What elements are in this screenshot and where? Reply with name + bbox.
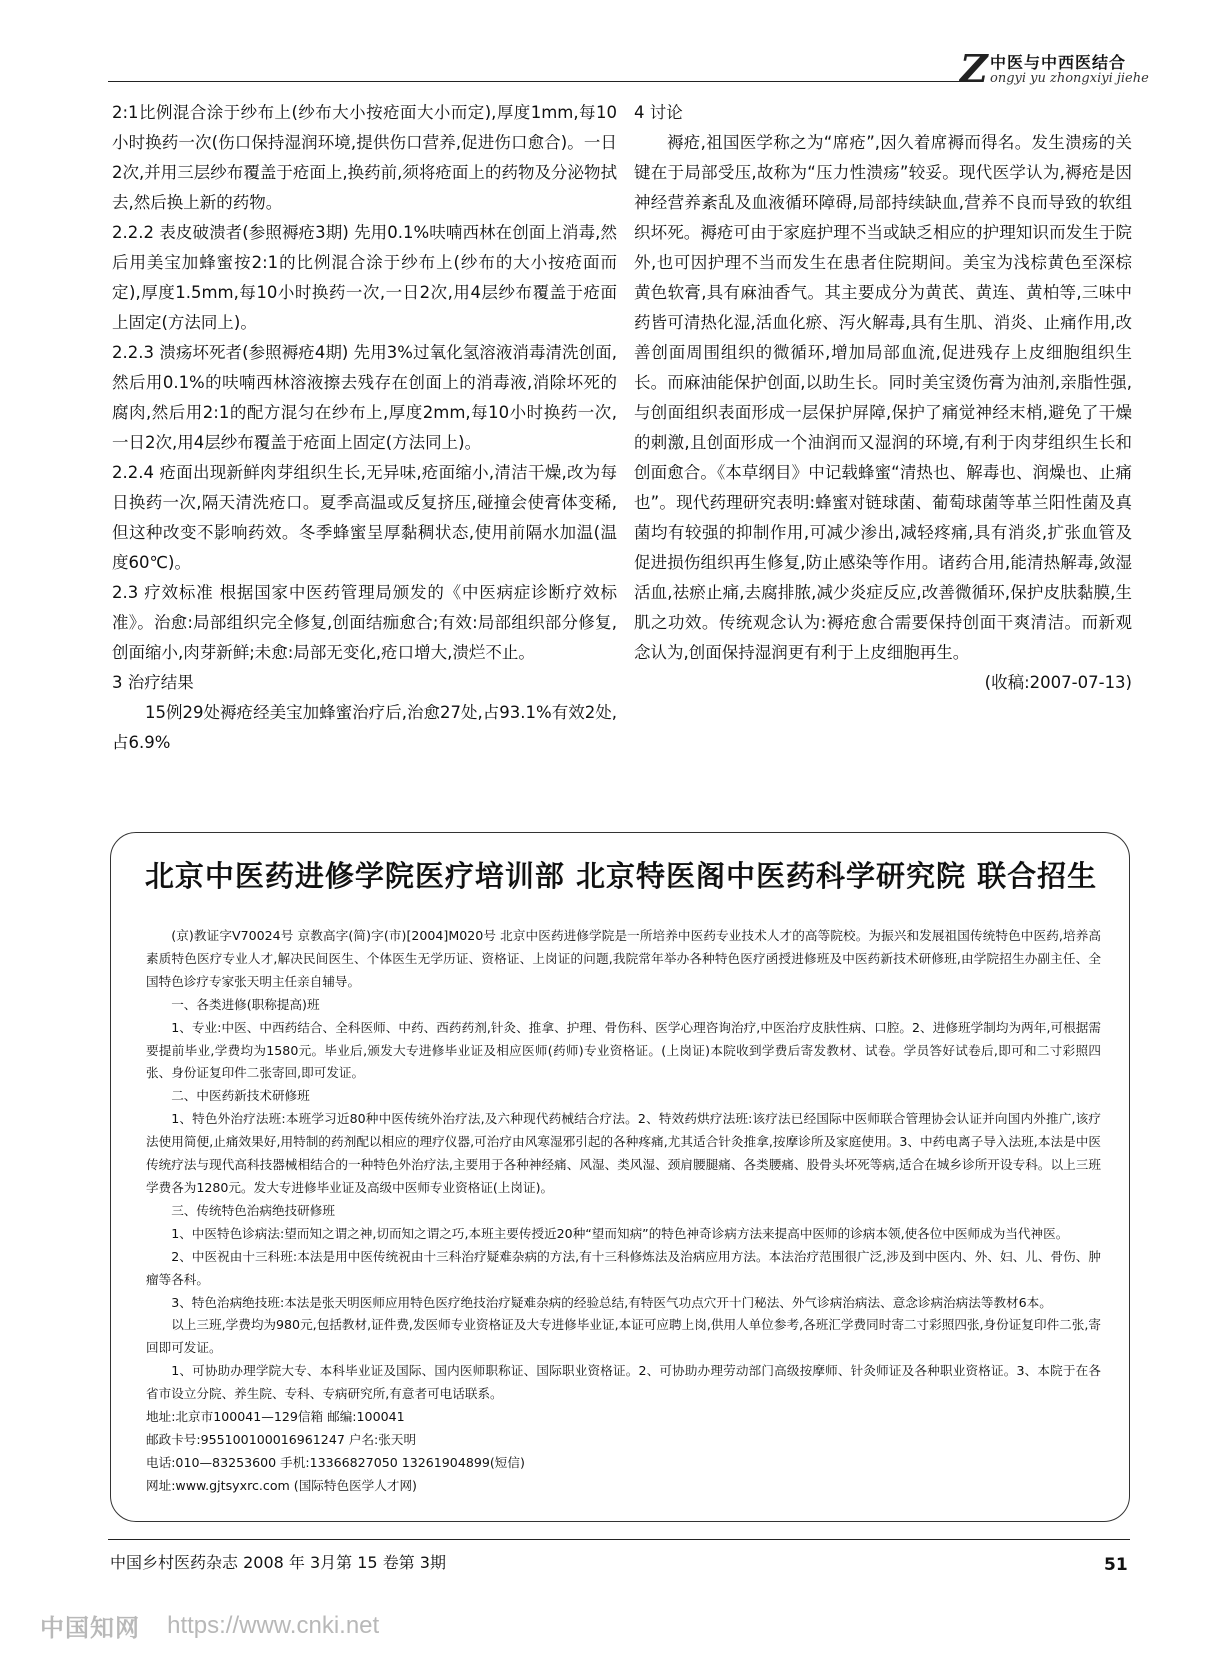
contact-line: 网址:www.gjtsyxrc.com (国际特色医学人才网): [146, 1477, 417, 1493]
contact-line: 邮政卡号:955100100016961247 户名:张天明: [146, 1431, 417, 1447]
paragraph: 2.2.2 表皮破溃者(参照褥疮3期) 先用0.1%呋喃西林在创面上消毒,然后用美宝加蜂蜜按2:1的比例混合涂于纱布上(纱布的大小按疮面而定),厚度1.5mm,每10小时换药一次,一日2次,用4层纱布覆盖于疮面上固定(方法同上)。: [112, 223, 617, 332]
section-heading: 3 治疗结果: [112, 673, 194, 692]
ad-paragraph: 三、传统特色治病绝技研修班: [171, 1202, 335, 1218]
ad-paragraph: 1、专业:中医、中西药结合、全科医师、中药、西药药剂,针灸、推拿、护理、骨伤科、医学心理咨询治疗,中医治疗皮肤性病、口腔。2、进修班学制均为两年,可根据需要提前毕业,学费均为1580元。毕业后,颁发大专进修毕业证及相应医师(药师)专业资格证。(上岗证)本院收到学费后寄发教材、试卷。学员答好试卷后,即可和二寸彩照四张、身份证复印件二张寄回,即可发证。: [146, 1019, 1101, 1081]
advertisement-body: [146, 925, 1101, 1498]
paragraph: 2.3 疗效标准 根据国家中医药管理局颁发的《中医病症诊断疗效标准》。治愈:局部组织完全修复,创面结痂愈合;有效:局部组织部分修复,创面缩小,肉芽新鲜;未愈:局部无变化,疮口增大,溃烂不止。: [112, 583, 617, 662]
contact-line: 地址:北京市100041—129信箱 邮编:100041: [146, 1409, 405, 1425]
page-number: 51: [1104, 1555, 1128, 1575]
received-date: (收稿:2007-07-13): [984, 673, 1132, 692]
ad-paragraph: (京)教证字V70024号 京教高字(简)字(市)[2004]M020号 北京中医药进修学院是一所培养中医药专业技术人才的高等院校。为振兴和发展祖国传统特色中医药,培养高素质特色医疗专业人才,解决民间医生、个体医生无学历证、资格证、上岗证的问题,我院常年举办各种特色医疗函授进修班及中医药新技术研修班,由学院招生办副主任、全国特色诊疗专家张天明主任亲自辅导。: [146, 928, 1101, 989]
ad-paragraph: 一、各类进修(职称提高)班: [171, 996, 320, 1012]
paragraph: 褥疮,祖国医学称之为“席疮”,因久着席褥而得名。发生溃疡的关键在于局部受压,故称为“压力性溃疡”较妥。现代医学认为,褥疮是因神经营养紊乱及血液循环障碍,局部持续缺血,营养不良而导致的软组织坏死。褥疮可由于家庭护理不当或缺乏相应的护理知识而发生于院外,也可因护理不当而发生在患者住院期间。美宝为浅棕黄色至深棕黄色软膏,具有麻油香气。其主要成分为黄芪、黄连、黄柏等,三味中药皆可清热化湿,活血化瘀、泻火解毒,具有生肌、消炎、止痛作用,改善创面周围组织的微循环,增加局部血流,促进残存上皮细胞组织生长。而麻油能保护创面,以助生长。同时美宝烫伤膏为油剂,亲脂性强,与创面组织表面形成一层保护屏障,保护了痛觉神经末梢,避免了干燥的刺激,且创面形成一个油润而又湿润的环境,有利于肉芽组织生长和创面愈合。《本草纲目》中记载蜂蜜“清热也、解毒也、润燥也、止痛也”。现代药理研究表明:蜂蜜对链球菌、葡萄球菌等革兰阳性菌及真菌均有较强的抑制作用,可减少渗出,减轻疼痛,具有消炎,扩张血管及促进损伤组织再生修复,防止感染等作用。诸药合用,能清热解毒,敛湿活血,祛瘀止痛,去腐排脓,减少炎症反应,改善微循环,保护皮肤黏膜,生肌之功效。传统观念认为:褥疮愈合需要保持创面干爽清洁。而新观念认为,创面保持湿润更有利于上皮细胞再生。: [634, 133, 1132, 662]
ad-paragraph: 二、中医药新技术研修班: [171, 1088, 310, 1104]
header-rule: [108, 81, 961, 82]
advertisement-title: 北京中医药进修学院医疗培训部 北京特医阁中医药科学研究院 联合招生: [144, 859, 1098, 893]
section-heading: 4 讨论: [634, 103, 683, 122]
ad-paragraph: 以上三班,学费均为980元,包括教材,证件费,发医师专业资格证及大专进修毕业证,本证可应聘上岗,供用人单位参考,各班汇学费同时寄二寸彩照四张,身份证复印件二张,寄回即可发证。: [146, 1317, 1101, 1356]
ad-paragraph: 1、可协助办理学院大专、本科毕业证及国际、国内医师职称证、国际职业资格证。2、可协助办理劳动部门高级按摩师、针灸师证及各种职业资格证。3、本院于在各省市设立分院、养生院、专科、专病研究所,有意者可电话联系。: [146, 1363, 1101, 1402]
ad-paragraph: 1、中医特色诊病法:望而知之谓之神,切而知之谓之巧,本班主要传授近20种“望而知病”的特色神奇诊病方法来提高中医师的诊病本领,使各位中医师成为当代神医。: [171, 1225, 1069, 1241]
footer-rule: [108, 1539, 1130, 1540]
left-column: [112, 98, 617, 758]
ad-paragraph: 1、特色外治疗法班:本班学习近80种中医传统外治疗法,及六种现代药械结合疗法。2、特效药烘疗法班:该疗法已经国际中医师联合管理协会认证并向国内外推广,该疗法使用简便,止痛效果好,用特制的药剂配以相应的理疗仪器,可治疗由风寒湿邪引起的各种疼痛,尤其适合针灸推拿,按摩诊所及家庭使用。3、中药电离子导入法班,本法是中医传统疗法与现代高科技器械相结合的一种特色外治疗法,主要用于各种神经痛、风湿、类风湿、颈肩腰腿痛、各类腰痛、股骨头坏死等病,适合在城乡诊所开设专科。以上三班学费各为1280元。发大专进修毕业证及高级中医师专业资格证(上岗证)。: [146, 1111, 1101, 1195]
journal-citation: 中国乡村医药杂志 2008 年 3月第 15 卷第 3期: [110, 1553, 446, 1572]
cnki-watermark: [40, 1608, 379, 1644]
cnki-url: https://www.cnki.net: [167, 1611, 380, 1639]
advertisement-box: [110, 832, 1130, 1522]
right-column: [634, 98, 1132, 698]
cnki-logo: 中国知网: [40, 1614, 140, 1642]
paragraph: 2.2.4 疮面出现新鲜肉芽组织生长,无异味,疮面缩小,清洁干燥,改为每日换药一次,隔天清洗疮口。夏季高温或反复挤压,碰撞会使膏体变稀,但这种改变不影响药效。冬季蜂蜜呈厚黏稠状态,使用前隔水加温(温度60℃)。: [112, 463, 617, 572]
ad-paragraph: 2、中医祝由十三科班:本法是用中医传统祝由十三科治疗疑难杂病的方法,有十三科修炼法及治病应用方法。本法治疗范围很广泛,涉及到中医内、外、妇、儿、骨伤、肿瘤等各科。: [146, 1248, 1101, 1287]
paragraph: 15例29处褥疮经美宝加蜂蜜治疗后,治愈27处,占93.1%有效2处,占6.9%: [112, 703, 617, 752]
section-logo-letter: Z: [960, 46, 988, 91]
ad-paragraph: 3、特色治病绝技班:本法是张天明医师应用特色医疗绝技治疗疑难杂病的经验总结,有特医气功点穴开十门秘法、外气诊病治病法、意念诊病治病法等教材6本。: [171, 1294, 1052, 1310]
section-name: 中医与中西医结合: [990, 53, 1127, 72]
section-pinyin: ongyi yu zhongxiyi jiehe: [990, 71, 1149, 86]
section-logo: [960, 46, 1149, 92]
contact-line: 电话:010—83253600 手机:13366827050 13261904899(短信): [146, 1454, 525, 1470]
paragraph: 2:1比例混合涂于纱布上(纱布大小按疮面大小而定),厚度1mm,每10小时换药一次(伤口保持湿润环境,提供伤口营养,促进伤口愈合)。一日2次,并用三层纱布覆盖于疮面上,换药前,须将疮面上的药物及分泌物拭去,然后换上新的药物。: [112, 103, 617, 212]
paragraph: 2.2.3 溃疡坏死者(参照褥疮4期) 先用3%过氧化氢溶液消毒清洗创面,然后用0.1%的呋喃西林溶液擦去残存在创面上的消毒液,消除坏死的腐肉,然后用2:1的配方混匀在纱布上,厚度2mm,每10小时换药一次,一日2次,用4层纱布覆盖于疮面上固定(方法同上)。: [112, 343, 617, 452]
